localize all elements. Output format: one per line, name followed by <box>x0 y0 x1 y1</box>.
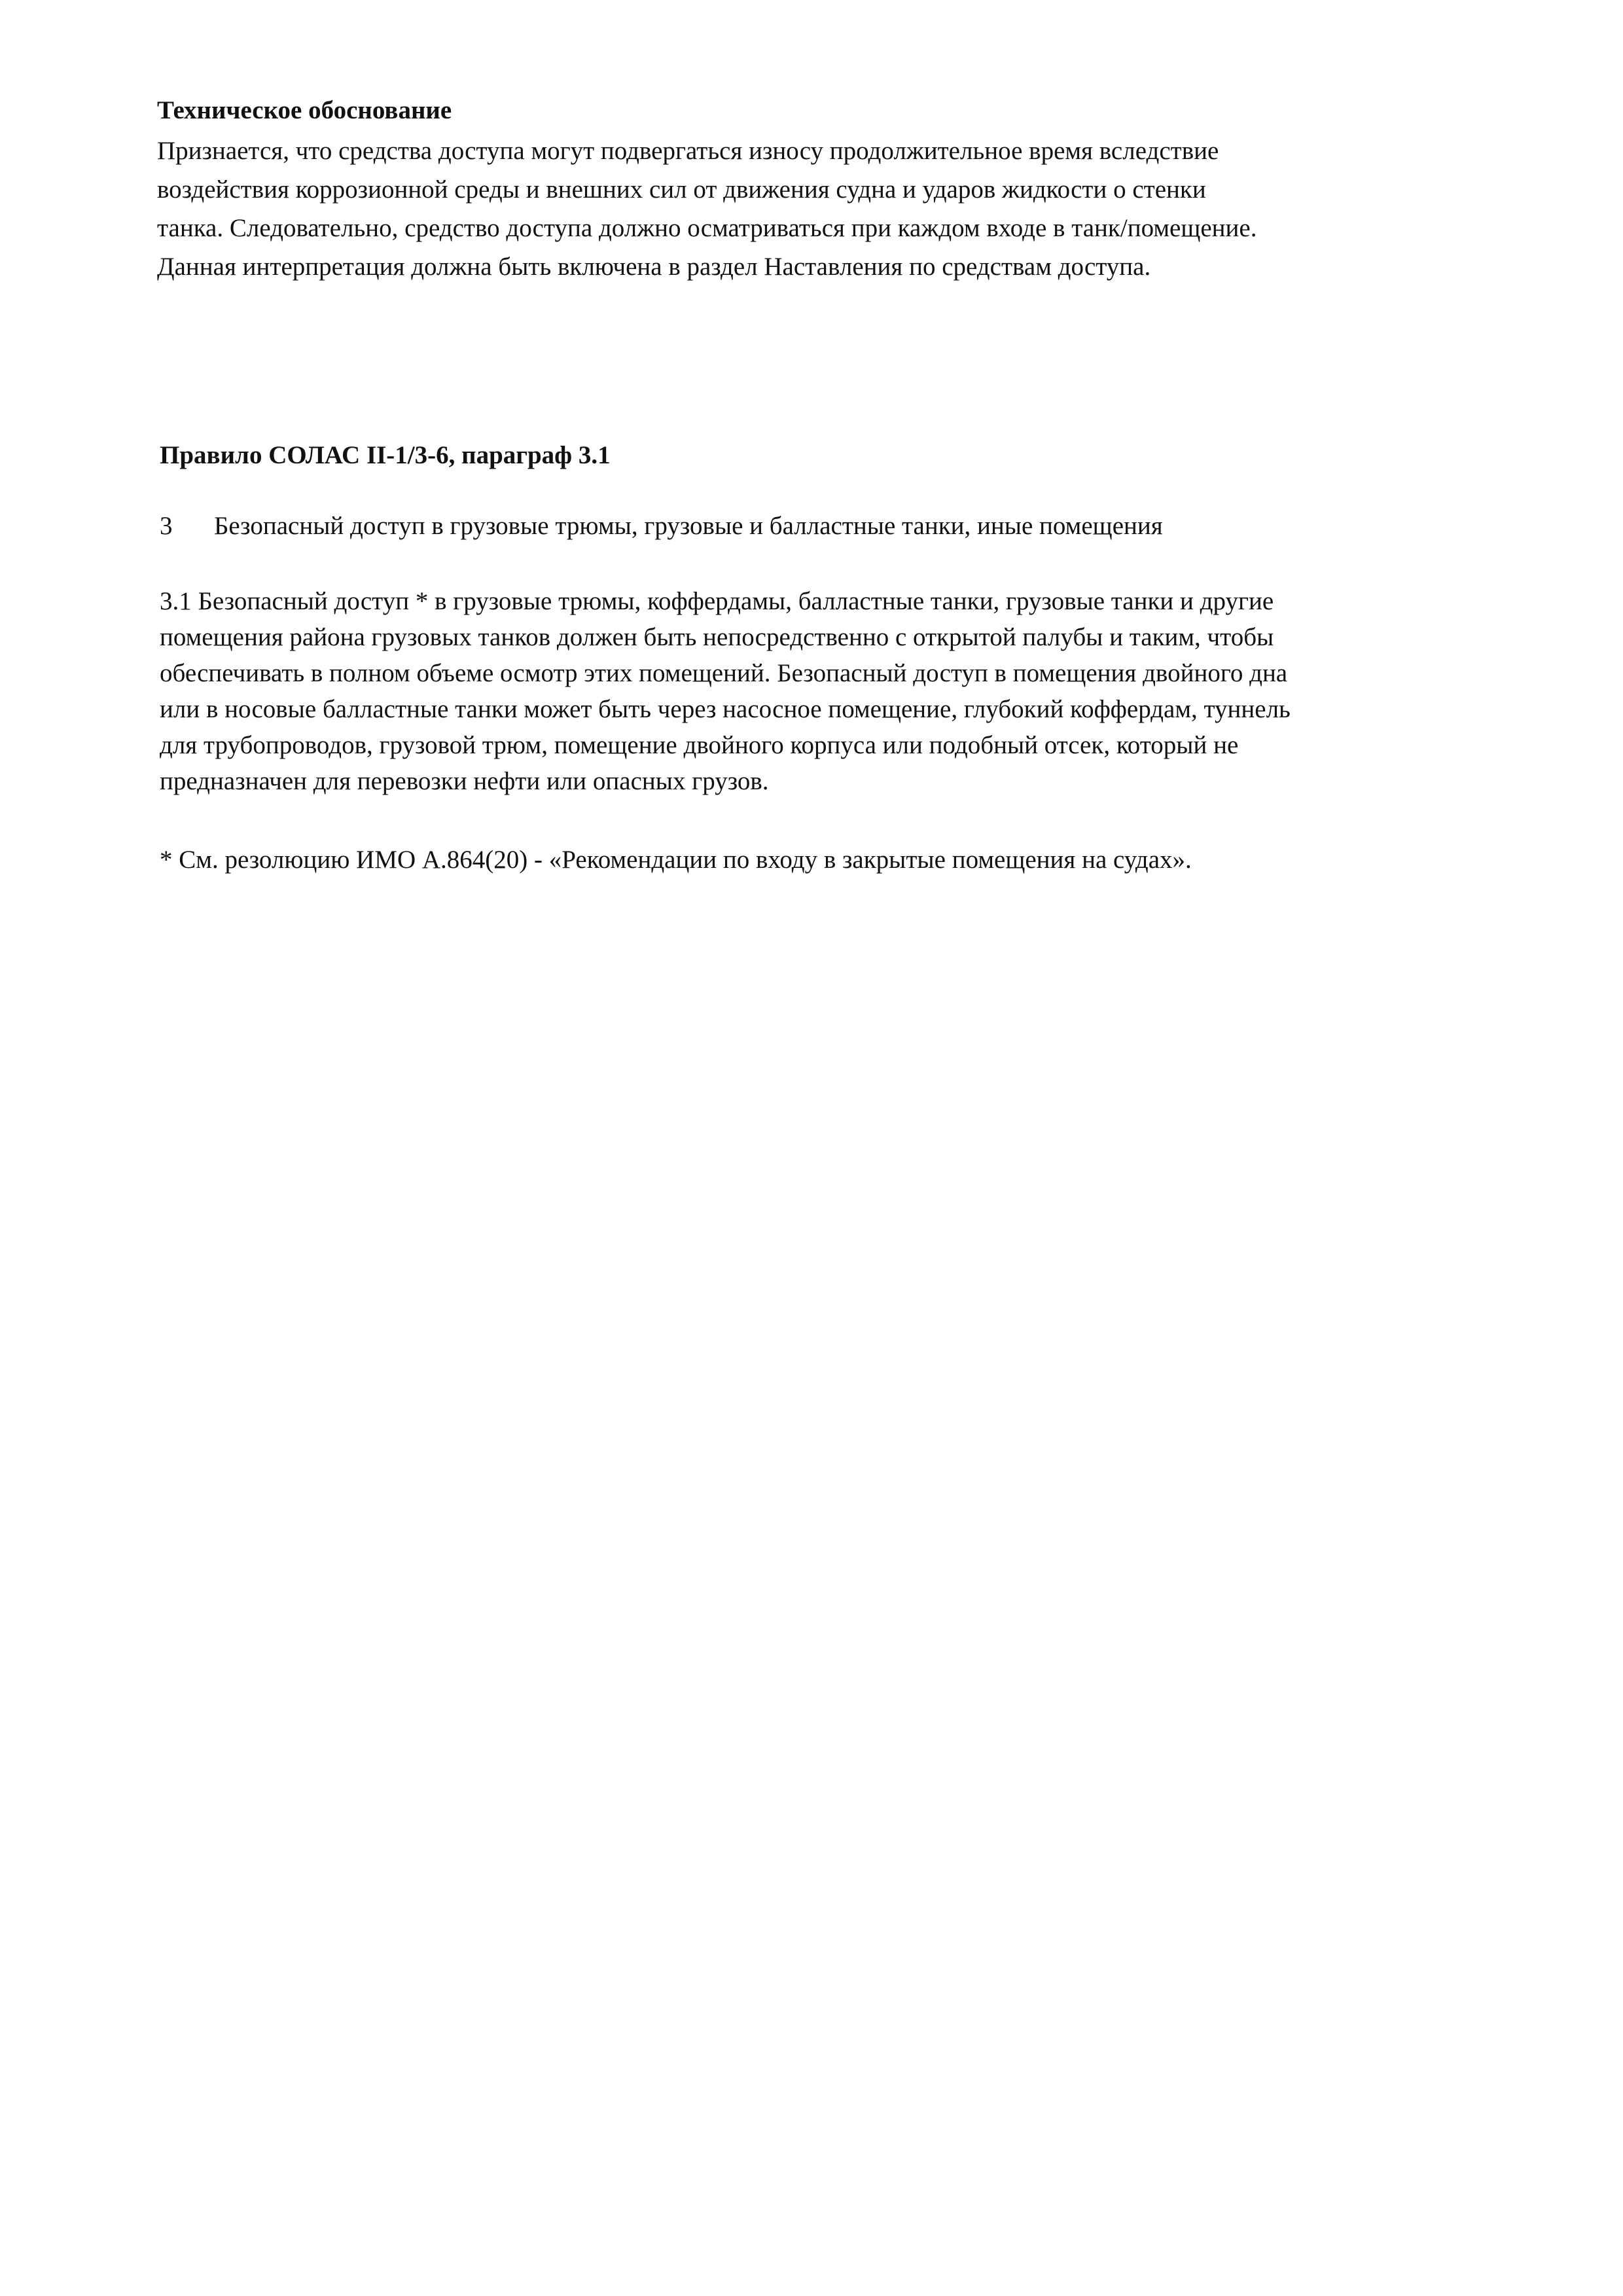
paragraph-line: для трубопроводов, грузовой трюм, помещение двойного корпуса или подобный отсек, который не <box>160 731 1239 759</box>
footnote: * См. резолюцию ИМО A.864(20) - «Рекомендации по входу в закрытые помещения на судах». <box>160 846 1192 874</box>
paragraph-line: помещения района грузовых танков должен быть непосредственно с открытой палубы и таким, чтобы <box>160 623 1274 651</box>
paragraph-line: 3.1 Безопасный доступ * в грузовые трюмы, коффердамы, балластные танки, грузовые танки и другие <box>160 587 1274 615</box>
paragraph-line: предназначен для перевозки нефти или опасных грузов. <box>160 767 769 795</box>
section-title: Безопасный доступ в грузовые трюмы, грузовые и балластные танки, иные помещения <box>214 512 1163 540</box>
justification-line: танка. Следовательно, средство доступа должно осматриваться при каждом входе в танк/помещение. <box>157 214 1257 242</box>
justification-line: Данная интерпретация должна быть включена в раздел Наставления по средствам доступа. <box>157 253 1151 281</box>
section-number: 3 <box>160 512 173 540</box>
justification-heading: Техническое обоснование <box>157 96 452 124</box>
regulation-heading: Правило СОЛАС II-1/3-6, параграф 3.1 <box>160 441 611 469</box>
justification-line: Признается, что средства доступа могут подвергаться износу продолжительное время вследствие <box>157 137 1219 165</box>
paragraph-line: обеспечивать в полном объеме осмотр этих помещений. Безопасный доступ в помещения двойного дна <box>160 659 1288 687</box>
justification-line: воздействия коррозионной среды и внешних сил от движения судна и ударов жидкости о стенки <box>157 175 1206 204</box>
paragraph-line: или в носовые балластные танки может быть через насосное помещение, глубокий коффердам, туннель <box>160 695 1291 723</box>
